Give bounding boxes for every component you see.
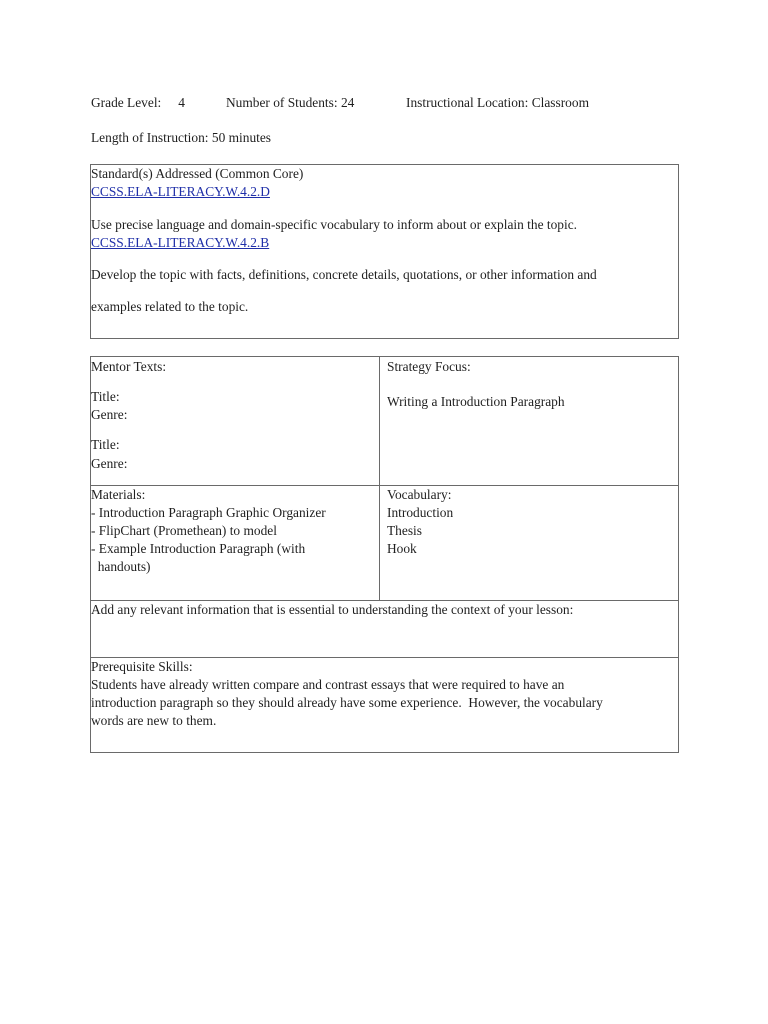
length-of-instruction: [91, 129, 271, 147]
vocabulary-item: Hook: [387, 541, 417, 556]
mentor-genre-1: Genre:: [91, 407, 128, 422]
standard-text-w-4-2-b-line1: Develop the topic with facts, definitions, concrete details, quotations, or other information and: [91, 267, 597, 282]
standard-link-w-4-2-d[interactable]: CCSS.ELA-LITERACY.W.4.2.D: [91, 184, 270, 199]
standard-text-w-4-2-d: Use precise language and domain-specific vocabulary to inform about or explain the topic.: [91, 217, 577, 232]
materials-item: - FlipChart (Promethean) to model: [91, 523, 277, 538]
length-label: Length of Instruction:: [91, 130, 209, 145]
standard-link-w-4-2-b[interactable]: CCSS.ELA-LITERACY.W.4.2.B: [91, 235, 270, 250]
grade-level-label: Grade Level:: [91, 95, 162, 110]
context-heading: Add any relevant information that is essential to understanding the context of your lesson:: [91, 602, 574, 617]
materials-item: handouts): [91, 559, 151, 574]
prerequisite-heading: Prerequisite Skills:: [91, 659, 193, 674]
mentor-texts-heading: Mentor Texts:: [91, 359, 167, 374]
table-column-divider: [379, 356, 380, 601]
grade-level-value: 4: [178, 95, 185, 110]
number-of-students: [226, 94, 354, 112]
vocabulary-heading: Vocabulary:: [387, 487, 452, 502]
mentor-title-2: Title:: [91, 437, 120, 452]
grade-level: [91, 94, 185, 112]
prerequisite-text-line1: Students have already written compare and contrast essays that were required to have an: [91, 677, 565, 692]
students-value: 24: [340, 95, 355, 110]
materials-item: - Introduction Paragraph Graphic Organizer: [91, 505, 326, 520]
standards-heading: Standard(s) Addressed (Common Core): [91, 166, 304, 181]
length-value: 50 minutes: [211, 130, 272, 145]
strategy-focus-value: Writing a Introduction Paragraph: [387, 394, 565, 409]
table-row-divider-1: [90, 485, 679, 486]
instructional-location: [406, 94, 589, 112]
materials-item: - Example Introduction Paragraph (with: [91, 541, 306, 556]
prerequisite-text-line3: words are new to them.: [91, 713, 217, 728]
materials-heading: Materials:: [91, 487, 146, 502]
prerequisite-text-line2: introduction paragraph so they should already have some experience. However, the vocabulary: [91, 695, 603, 710]
vocabulary-item: Introduction: [387, 505, 454, 520]
mentor-title-1: Title:: [91, 389, 120, 404]
mentor-genre-2: Genre:: [91, 456, 128, 471]
vocabulary-item: Thesis: [387, 523, 422, 538]
students-label: Number of Students:: [226, 95, 338, 110]
strategy-focus-heading: Strategy Focus:: [387, 359, 471, 374]
location-value: Classroom: [531, 95, 589, 110]
location-label: Instructional Location:: [406, 95, 529, 110]
standard-text-w-4-2-b-line2: examples related to the topic.: [91, 299, 249, 314]
